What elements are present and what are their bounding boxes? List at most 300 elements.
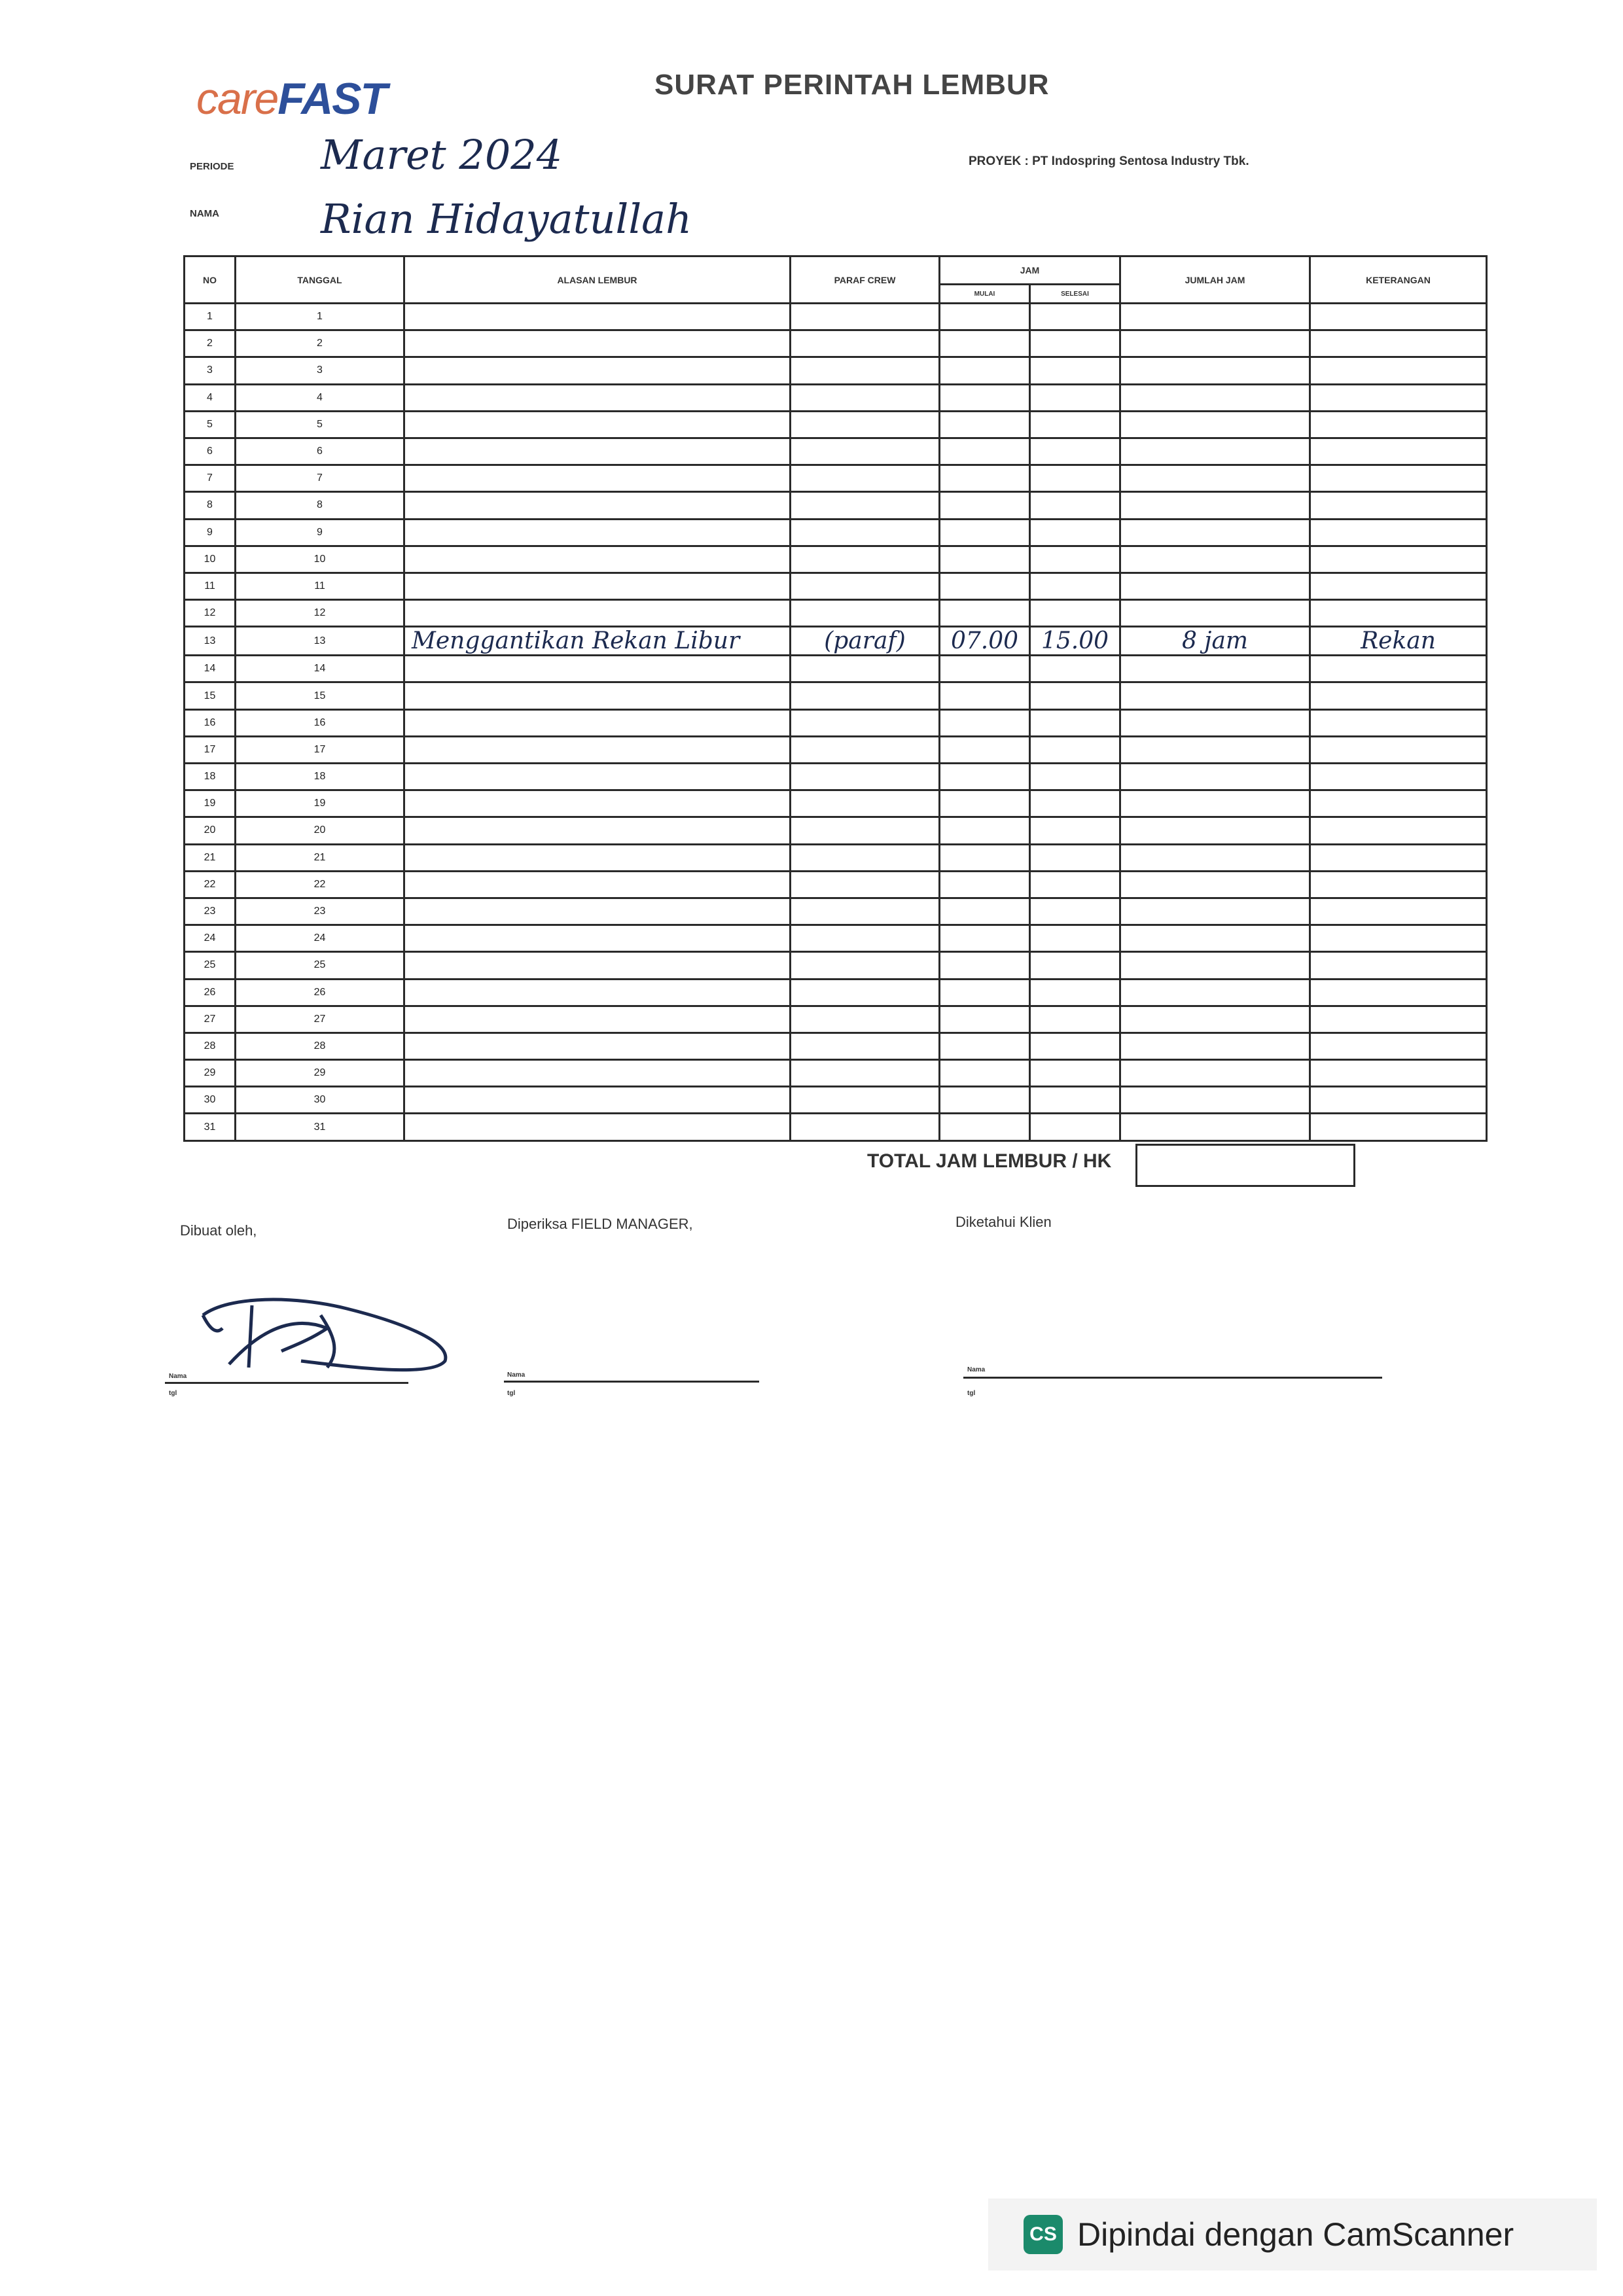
cell-no: 25 [185,952,236,979]
cell-keterangan [1310,656,1487,682]
cell-mulai [940,1033,1030,1059]
cell-keterangan [1310,1114,1487,1140]
cell-mulai [940,357,1030,384]
cell-keterangan [1310,1087,1487,1114]
cell-tanggal: 19 [236,790,404,817]
cell-alasan [404,1060,791,1087]
cell-selesai [1030,411,1120,438]
table-row [185,1006,1487,1033]
cell-tanggal: 27 [236,1006,404,1033]
cell-mulai [940,790,1030,817]
cell-tanggal: 5 [236,411,404,438]
col-mulai: MULAI [940,285,1030,304]
cell-jumlah [1120,465,1310,492]
cell-mulai [940,656,1030,682]
table-row [185,411,1487,438]
cell-alasan [404,1114,791,1140]
cell-tanggal: 24 [236,925,404,952]
cell-keterangan [1310,764,1487,790]
cell-paraf [791,1060,940,1087]
cell-keterangan [1310,709,1487,736]
cell-tanggal: 3 [236,357,404,384]
cell-alasan [404,682,791,709]
cell-selesai [1030,736,1120,763]
cell-alasan [404,573,791,599]
col-jumlah: JUMLAH JAM [1120,256,1310,304]
dibuat-oleh-label: Dibuat oleh, [180,1222,257,1239]
diperiksa-label: Diperiksa FIELD MANAGER, [507,1216,693,1232]
table-row [185,357,1487,384]
cell-no: 11 [185,573,236,599]
total-jam-box [1135,1144,1355,1187]
cell-mulai [940,1006,1030,1033]
cell-no: 8 [185,492,236,519]
table-row [185,979,1487,1006]
proyek-label: PROYEK : PT Indospring Sentosa Industry Tbk. [969,154,1249,168]
document-title: SURAT PERINTAH LEMBUR [654,69,1050,101]
cell-alasan [404,492,791,519]
table-row [185,871,1487,898]
cell-tanggal: 9 [236,519,404,546]
cell-alasan [404,709,791,736]
cell-jumlah [1120,600,1310,627]
signature-drawing [190,1289,465,1381]
cell-selesai [1030,656,1120,682]
cell-paraf [791,656,940,682]
cell-alasan [404,304,791,330]
cell-keterangan [1310,925,1487,952]
cell-tanggal: 1 [236,304,404,330]
cell-keterangan [1310,411,1487,438]
cell-paraf [791,790,940,817]
cell-selesai [1030,764,1120,790]
cell-tanggal: 20 [236,817,404,844]
table-row [185,465,1487,492]
cell-no: 30 [185,1087,236,1114]
col-selesai: SELESAI [1030,285,1120,304]
table-row [185,438,1487,465]
cell-keterangan [1310,438,1487,465]
cell-paraf [791,736,940,763]
cell-tanggal: 16 [236,709,404,736]
col-tanggal: TANGGAL [236,256,404,304]
cell-alasan [404,898,791,925]
cell-paraf [791,546,940,573]
logo-fast-text: FAST [277,74,387,124]
cell-mulai [940,871,1030,898]
table-row [185,1114,1487,1140]
cell-no: 28 [185,1033,236,1059]
diketahui-label: Diketahui Klien [955,1214,1052,1230]
cell-paraf [791,357,940,384]
cell-keterangan [1310,1060,1487,1087]
table-row [185,790,1487,817]
cell-mulai [940,438,1030,465]
overtime-table [183,255,1486,1142]
cell-alasan [404,546,791,573]
cell-tanggal: 23 [236,898,404,925]
table-row [185,384,1487,411]
sig3-line [963,1377,1382,1379]
cell-mulai [940,898,1030,925]
cell-paraf [791,1006,940,1033]
cell-paraf [791,465,940,492]
camscanner-text: Dipindai dengan CamScanner [1077,2216,1514,2253]
cell-jumlah [1120,979,1310,1006]
cell-no: 14 [185,656,236,682]
sig1-line [165,1382,408,1384]
cell-mulai [940,736,1030,763]
cell-tanggal: 25 [236,952,404,979]
cell-alasan [404,925,791,952]
table-row [185,709,1487,736]
cell-keterangan [1310,898,1487,925]
cell-alasan [404,871,791,898]
col-alasan: ALASAN LEMBUR [404,256,791,304]
cell-mulai [940,682,1030,709]
cell-jumlah [1120,1114,1310,1140]
cell-jumlah [1120,1006,1310,1033]
cell-keterangan: Rekan [1310,627,1487,656]
cell-paraf [791,682,940,709]
cell-selesai [1030,357,1120,384]
sig2-line [504,1381,759,1383]
cell-alasan [404,384,791,411]
cell-paraf [791,573,940,599]
cell-tanggal: 21 [236,844,404,871]
col-paraf: PARAF CREW [791,256,940,304]
cell-no: 18 [185,764,236,790]
cell-mulai [940,844,1030,871]
cell-keterangan [1310,519,1487,546]
cell-alasan [404,817,791,844]
cell-jumlah [1120,682,1310,709]
cell-mulai [940,411,1030,438]
cell-no: 21 [185,844,236,871]
cell-jumlah [1120,871,1310,898]
cell-selesai [1030,844,1120,871]
cell-keterangan [1310,573,1487,599]
cell-tanggal: 7 [236,465,404,492]
cell-tanggal: 17 [236,736,404,763]
cell-keterangan [1310,817,1487,844]
cell-alasan [404,1033,791,1059]
cell-paraf [791,492,940,519]
cell-keterangan [1310,600,1487,627]
cell-alasan [404,330,791,357]
cell-no: 19 [185,790,236,817]
cell-keterangan [1310,790,1487,817]
cell-tanggal: 26 [236,979,404,1006]
cell-paraf [791,844,940,871]
table-row [185,764,1487,790]
cell-tanggal: 6 [236,438,404,465]
cell-paraf [791,600,940,627]
cell-mulai [940,817,1030,844]
cell-keterangan [1310,979,1487,1006]
nama-value: Rian Hidayatullah [321,195,692,243]
cell-keterangan [1310,384,1487,411]
cell-selesai [1030,817,1120,844]
cell-no: 3 [185,357,236,384]
cell-tanggal: 2 [236,330,404,357]
cell-selesai [1030,573,1120,599]
cell-no: 12 [185,600,236,627]
cell-selesai [1030,465,1120,492]
cell-selesai: 15.00 [1030,627,1120,656]
cell-jumlah [1120,330,1310,357]
cell-no: 22 [185,871,236,898]
cell-jumlah [1120,764,1310,790]
cell-jumlah [1120,519,1310,546]
cell-mulai [940,465,1030,492]
col-keterangan: KETERANGAN [1310,256,1487,304]
cell-mulai [940,1114,1030,1140]
cell-jumlah [1120,304,1310,330]
cell-no: 15 [185,682,236,709]
carefast-logo [196,73,386,124]
camscanner-icon: CS [1024,2215,1063,2254]
table-row [185,1033,1487,1059]
cell-selesai [1030,790,1120,817]
cell-jumlah [1120,952,1310,979]
cell-paraf [791,411,940,438]
cell-mulai [940,330,1030,357]
total-jam-label: TOTAL JAM LEMBUR / HK [867,1150,1112,1172]
cell-tanggal: 13 [236,627,404,656]
cell-mulai [940,764,1030,790]
cell-jumlah [1120,492,1310,519]
cell-paraf [791,1114,940,1140]
cell-alasan [404,656,791,682]
table-row [185,925,1487,952]
cell-keterangan [1310,1033,1487,1059]
table-row [185,546,1487,573]
cell-alasan [404,790,791,817]
cell-jumlah [1120,384,1310,411]
cell-jumlah [1120,925,1310,952]
table-row [185,330,1487,357]
cell-keterangan [1310,357,1487,384]
logo-care-text: care [196,74,278,124]
cell-selesai [1030,546,1120,573]
cell-keterangan [1310,492,1487,519]
cell-selesai [1030,1006,1120,1033]
cell-selesai [1030,600,1120,627]
cell-keterangan [1310,736,1487,763]
cell-selesai [1030,438,1120,465]
cell-mulai: 07.00 [940,627,1030,656]
cell-keterangan [1310,330,1487,357]
cell-tanggal: 30 [236,1087,404,1114]
cell-jumlah [1120,1033,1310,1059]
cell-alasan [404,1087,791,1114]
cell-mulai [940,384,1030,411]
cell-selesai [1030,1060,1120,1087]
cell-jumlah [1120,790,1310,817]
cell-tanggal: 8 [236,492,404,519]
cell-tanggal: 29 [236,1060,404,1087]
cell-no: 23 [185,898,236,925]
cell-paraf [791,1033,940,1059]
cell-paraf [791,1087,940,1114]
periode-label: PERIODE [190,161,234,172]
cell-mulai [940,979,1030,1006]
periode-value: Maret 2024 [321,131,563,179]
table-row [185,898,1487,925]
sig2-nama-small: Nama [507,1371,526,1379]
cell-tanggal: 22 [236,871,404,898]
cell-selesai [1030,519,1120,546]
cell-jumlah [1120,844,1310,871]
cell-alasan [404,952,791,979]
cell-alasan [404,736,791,763]
cell-mulai [940,492,1030,519]
cell-mulai [940,925,1030,952]
table-row [185,1087,1487,1114]
cell-mulai [940,1087,1030,1114]
cell-no: 10 [185,546,236,573]
cell-selesai [1030,952,1120,979]
cell-paraf: (paraf) [791,627,940,656]
sig1-tgl-small: tgl [169,1390,177,1397]
cell-no: 29 [185,1060,236,1087]
cell-no: 27 [185,1006,236,1033]
table-row [185,844,1487,871]
cell-selesai [1030,304,1120,330]
table-row [185,600,1487,627]
cell-keterangan [1310,844,1487,871]
cell-tanggal: 18 [236,764,404,790]
table-row [185,1060,1487,1087]
sig2-tgl-small: tgl [507,1390,516,1397]
cell-alasan [404,465,791,492]
cell-no: 7 [185,465,236,492]
cell-jumlah [1120,546,1310,573]
cell-no: 24 [185,925,236,952]
cell-paraf [791,438,940,465]
cell-paraf [791,709,940,736]
cell-paraf [791,871,940,898]
cell-no: 2 [185,330,236,357]
cell-paraf [791,384,940,411]
cell-mulai [940,304,1030,330]
cell-alasan [404,844,791,871]
camscanner-watermark [988,2199,1597,2270]
cell-tanggal: 12 [236,600,404,627]
cell-no: 31 [185,1114,236,1140]
cell-no: 9 [185,519,236,546]
table-row [185,304,1487,330]
table-row [185,682,1487,709]
cell-alasan: Menggantikan Rekan Libur [404,627,791,656]
cell-tanggal: 31 [236,1114,404,1140]
cell-selesai [1030,871,1120,898]
cell-no: 13 [185,627,236,656]
sig3-nama-small: Nama [967,1366,986,1373]
cell-paraf [791,304,940,330]
cell-tanggal: 4 [236,384,404,411]
cell-no: 16 [185,709,236,736]
cell-jumlah [1120,817,1310,844]
cell-mulai [940,519,1030,546]
cell-keterangan [1310,682,1487,709]
cell-keterangan [1310,871,1487,898]
cell-mulai [940,573,1030,599]
cell-alasan [404,438,791,465]
cell-no: 26 [185,979,236,1006]
cell-alasan [404,411,791,438]
cell-keterangan [1310,546,1487,573]
cell-mulai [940,952,1030,979]
cell-jumlah [1120,411,1310,438]
cell-alasan [404,357,791,384]
cell-selesai [1030,709,1120,736]
cell-mulai [940,600,1030,627]
table-body [185,304,1487,1141]
table-row [185,736,1487,763]
cell-jumlah [1120,357,1310,384]
cell-tanggal: 28 [236,1033,404,1059]
cell-jumlah [1120,1060,1310,1087]
cell-jumlah [1120,736,1310,763]
cell-no: 4 [185,384,236,411]
cell-selesai [1030,1033,1120,1059]
cell-jumlah: 8 jam [1120,627,1310,656]
cell-selesai [1030,1087,1120,1114]
cell-jumlah [1120,709,1310,736]
cell-no: 20 [185,817,236,844]
cell-jumlah [1120,438,1310,465]
cell-paraf [791,330,940,357]
cell-selesai [1030,330,1120,357]
sig3-tgl-small: tgl [967,1390,976,1397]
table-row [185,573,1487,599]
cell-alasan [404,519,791,546]
cell-selesai [1030,492,1120,519]
cell-mulai [940,709,1030,736]
cell-alasan [404,1006,791,1033]
cell-no: 5 [185,411,236,438]
cell-paraf [791,817,940,844]
cell-jumlah [1120,898,1310,925]
cell-tanggal: 11 [236,573,404,599]
cell-mulai [940,546,1030,573]
cell-jumlah [1120,573,1310,599]
cell-keterangan [1310,952,1487,979]
cell-alasan [404,764,791,790]
cell-paraf [791,764,940,790]
cell-jumlah [1120,1087,1310,1114]
cell-paraf [791,925,940,952]
cell-alasan [404,600,791,627]
cell-paraf [791,898,940,925]
cell-paraf [791,519,940,546]
cell-tanggal: 10 [236,546,404,573]
nama-label: NAMA [190,208,219,219]
table-row [185,817,1487,844]
table-row [185,492,1487,519]
cell-no: 17 [185,736,236,763]
cell-selesai [1030,979,1120,1006]
cell-tanggal: 14 [236,656,404,682]
cell-mulai [940,1060,1030,1087]
cell-paraf [791,952,940,979]
cell-selesai [1030,898,1120,925]
table-row [185,519,1487,546]
sig1-nama-small: Nama [169,1373,187,1380]
cell-selesai [1030,682,1120,709]
